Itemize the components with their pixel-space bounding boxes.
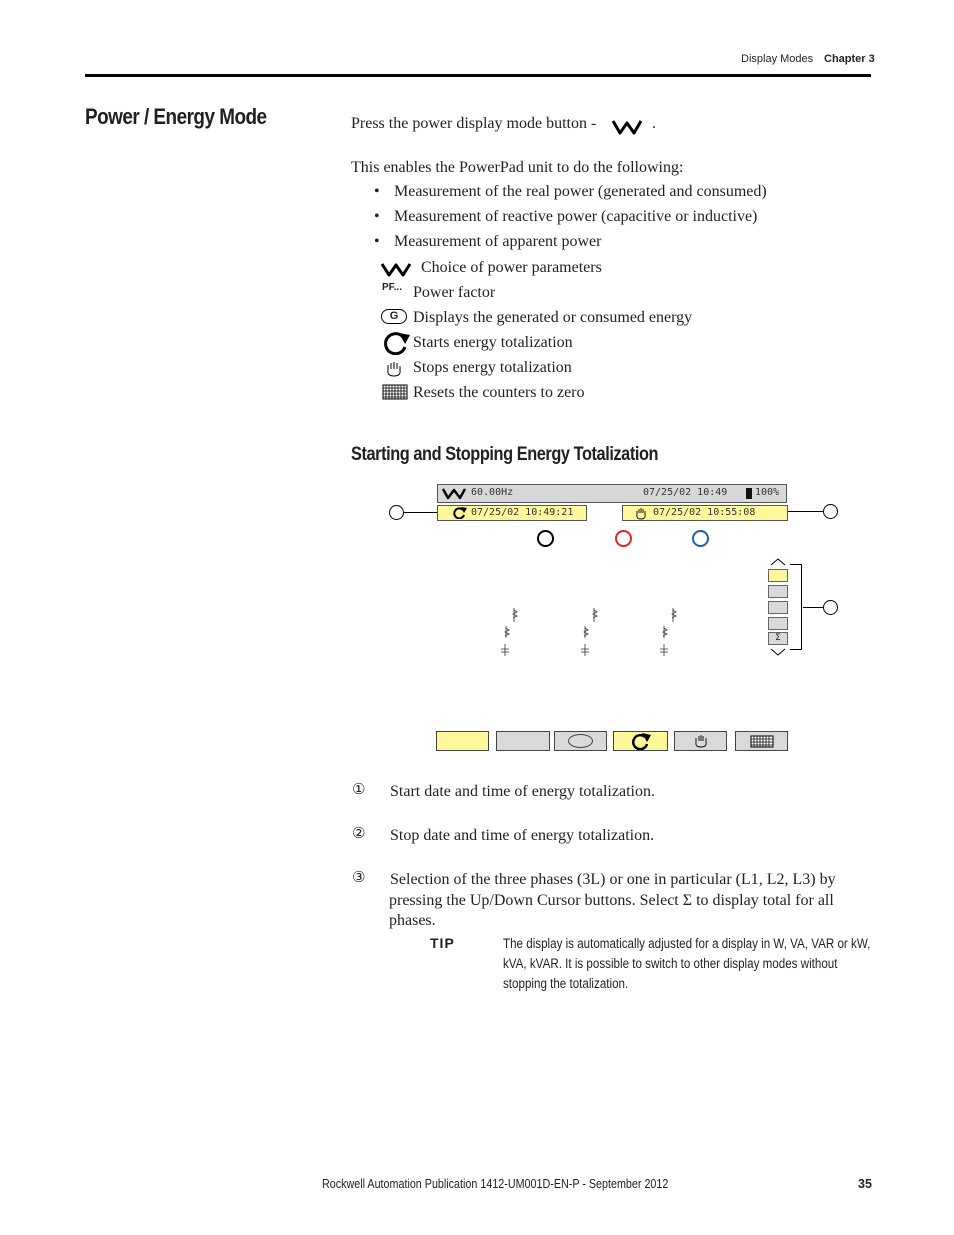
running-header-section: Display Modes [741, 53, 814, 65]
header-rule [85, 74, 871, 77]
generated-energy-text: Displays the generated or consumed energy [413, 309, 693, 326]
start-arrow-icon [381, 331, 411, 355]
start-datetime-box [437, 505, 587, 521]
phase-1-indicator [537, 530, 554, 547]
phase-symbols [498, 608, 688, 658]
softkey-stop[interactable] [674, 731, 727, 751]
hand-stop-icon [634, 507, 648, 520]
tip-text-line: stopping the totalization. [503, 976, 629, 991]
enables-text: This enables the PowerPad unit to do the following: [351, 159, 684, 176]
battery-level: 100% [755, 487, 780, 498]
press-text-end: . [652, 115, 656, 132]
phase-bracket [790, 564, 802, 650]
note-text-line: Selection of the three phases (3L) or one in particular (L1, L2, L3) by [390, 871, 836, 888]
note-text-line: pressing the Up/Down Cursor buttons. Select Σ to display total for all [389, 892, 834, 909]
reset-grid-icon [750, 735, 774, 748]
reset-grid-icon [382, 384, 408, 400]
callout-1 [389, 505, 404, 520]
note-text: Start date and time of energy totalization. [390, 783, 655, 800]
note-number: ① [352, 780, 366, 798]
power-w-icon [611, 118, 643, 136]
tip-label: TIP [430, 935, 455, 951]
softkey-2[interactable] [496, 731, 550, 751]
frequency-readout: 60.00Hz [471, 487, 514, 498]
note-text-line: phases. [389, 912, 436, 929]
running-header-chapter: Chapter 3 [824, 53, 875, 65]
power-w-icon [442, 487, 466, 500]
leader-line [788, 511, 823, 512]
softkey-generated-energy[interactable] [554, 731, 607, 751]
page-title: Power / Energy Mode [85, 104, 267, 129]
status-bar [437, 484, 787, 503]
phase-select-l3[interactable] [768, 617, 788, 630]
callout-2 [823, 504, 838, 519]
power-w-icon [380, 261, 412, 277]
softkey-reset[interactable] [735, 731, 788, 751]
pf-icon: PF... [382, 282, 403, 293]
callout-3 [823, 600, 838, 615]
status-datetime: 07/25/02 10:49 [643, 487, 728, 498]
choice-power-text: Choice of power parameters [421, 259, 602, 276]
cursor-up-icon[interactable] [769, 557, 787, 567]
stop-datetime-box [622, 505, 788, 521]
battery-icon [746, 488, 752, 499]
leader-line [404, 512, 437, 513]
softkey-1[interactable] [436, 731, 489, 751]
phase-select-l1[interactable] [768, 585, 788, 598]
tip-text-line: The display is automatically adjusted for a display in W, VA, VAR or kW, [503, 936, 871, 951]
cursor-down-icon[interactable] [769, 647, 787, 657]
start-datetime: 07/25/02 10:49:21 [471, 507, 574, 518]
phase-select-l2[interactable] [768, 601, 788, 614]
tip-text-line: kVA, kVAR. It is possible to switch to other display modes without [503, 956, 838, 971]
g-circle-icon [568, 734, 593, 748]
press-text: Press the power display mode button - [351, 115, 597, 132]
phase-3-indicator [692, 530, 709, 547]
phase-select-sigma[interactable]: Σ [768, 632, 788, 645]
section-heading: Starting and Stopping Energy Totalization [351, 444, 659, 465]
note-text: Stop date and time of energy totalization. [390, 827, 655, 844]
g-circle-icon: G [381, 309, 407, 324]
hand-stop-icon [693, 734, 709, 748]
hand-stop-icon [384, 360, 404, 378]
note-number: ③ [352, 868, 366, 886]
power-factor-text: Power factor [413, 284, 496, 301]
stop-totalization-text: Stops energy totalization [413, 359, 572, 376]
start-arrow-icon [453, 507, 467, 519]
page-number: 35 [858, 1177, 872, 1191]
leader-line [803, 607, 823, 608]
stop-datetime: 07/25/02 10:55:08 [653, 507, 756, 518]
phase-2-indicator [615, 530, 632, 547]
phase-select-3l[interactable] [768, 569, 788, 582]
start-arrow-icon [630, 733, 652, 750]
footer-publication: Rockwell Automation Publication 1412-UM001D-EN-P - September 2012 [322, 1177, 669, 1191]
note-number: ② [352, 824, 366, 842]
softkey-start[interactable] [613, 731, 668, 751]
reset-counters-text: Resets the counters to zero [413, 384, 585, 401]
start-totalization-text: Starts energy totalization [413, 334, 573, 351]
